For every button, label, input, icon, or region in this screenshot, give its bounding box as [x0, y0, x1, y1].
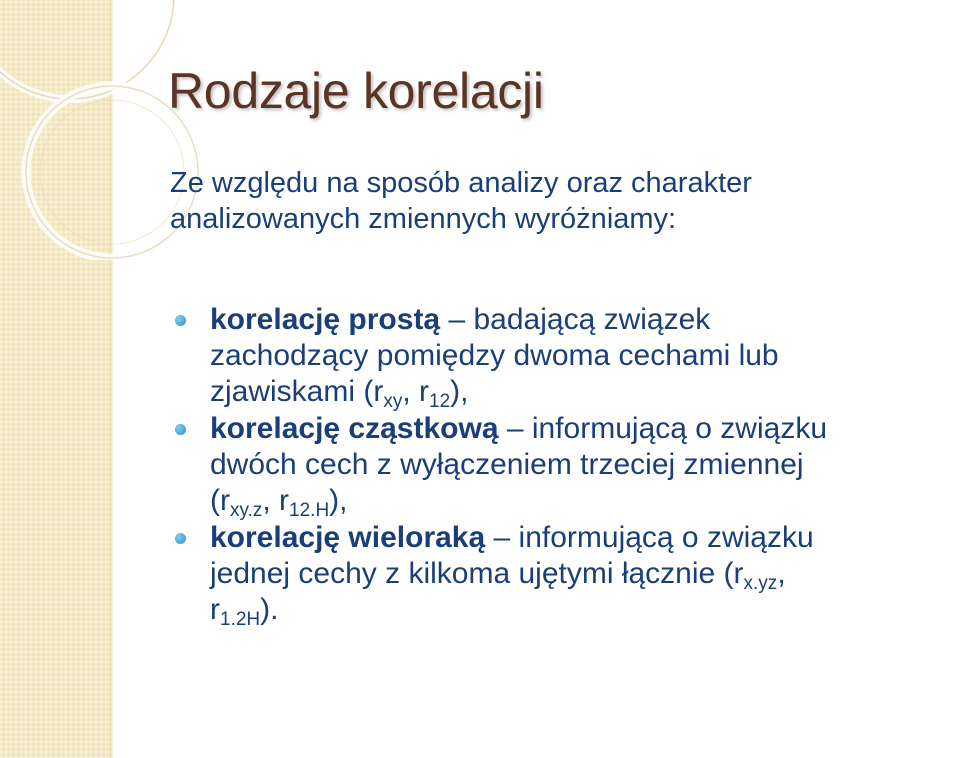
bullet-dash: – — [440, 303, 474, 336]
bullet-dot-icon — [175, 315, 186, 326]
bullet-item-simple-correlation — [210, 302, 959, 410]
bullet-text: (r — [210, 484, 230, 517]
intro-line-2: analizowanych zmiennych wyróżniamy: — [170, 203, 677, 235]
bullet-text: informującą o związku — [531, 412, 827, 445]
bullet-text: r — [210, 593, 220, 626]
bullet-text: zachodzący pomiędzy dwoma cechami lub — [210, 339, 779, 372]
subscript: 1.2H — [220, 609, 261, 630]
bullet-term: korelację cząstkową — [210, 412, 499, 445]
bullet-item-partial-correlation — [210, 411, 959, 519]
subscript: xy — [383, 391, 403, 412]
bullet-text: , r — [262, 484, 290, 517]
subscript: 12 — [429, 391, 451, 412]
bullet-dash: – — [498, 412, 532, 445]
bullet-text: ), — [450, 375, 469, 408]
bullet-item-multiple-correlation — [210, 520, 959, 628]
bullet-dash: – — [485, 521, 519, 554]
bullet-text: ). — [260, 593, 279, 626]
slide-title: Rodzaje korelacji — [168, 63, 544, 119]
bullet-text: ), — [329, 484, 348, 517]
intro-line-1: Ze względu na sposób analizy oraz charakter — [170, 167, 752, 199]
intro-text — [170, 165, 930, 237]
bullet-text: jednej cechy z kilkoma ujętymi łącznie (r — [210, 557, 744, 590]
bullet-list — [210, 302, 959, 629]
bullet-text: , r — [402, 375, 430, 408]
subscript: 12.H — [289, 500, 330, 521]
bullet-text: dwóch cech z wyłączeniem trzeciej zmiennej — [210, 448, 804, 481]
subscript: x.yz — [743, 573, 778, 594]
subscript: xy.z — [229, 500, 263, 521]
bullet-text: zjawiskami (r — [210, 375, 384, 408]
bullet-text: badającą związek — [473, 303, 711, 336]
bullet-term: korelację wieloraką — [210, 521, 486, 554]
bullet-text: informującą o związku — [518, 521, 814, 554]
bullet-text: , — [777, 557, 786, 590]
bullet-dot-icon — [175, 424, 186, 435]
bullet-term: korelację prostą — [210, 303, 441, 336]
bullet-dot-icon — [175, 533, 186, 544]
